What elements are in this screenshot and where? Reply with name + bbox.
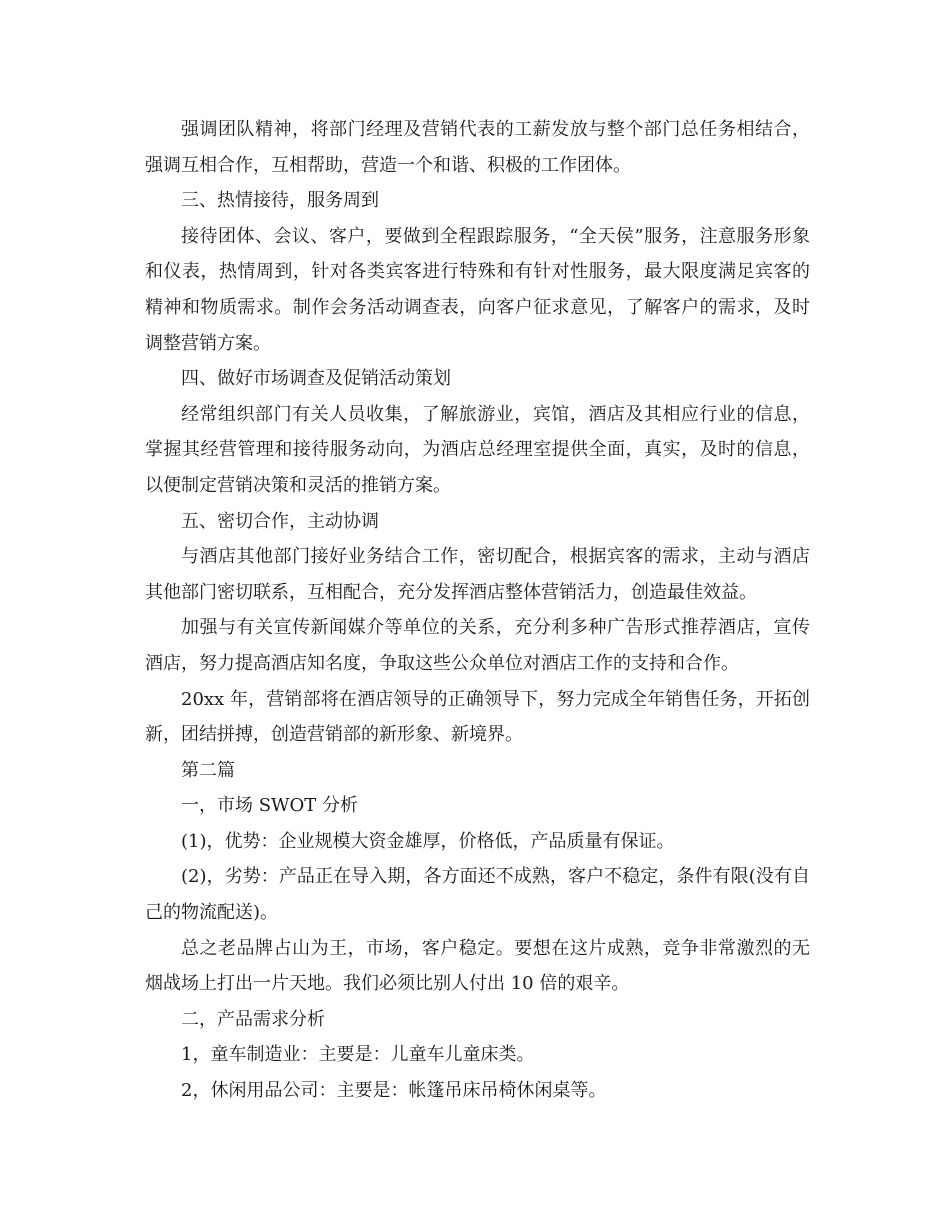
paragraph-team-spirit: 强调团队精神，将部门经理及营销代表的工薪发放与整个部门总任务相结合，强调互相合作，互相帮助，营造一个和谐、积极的工作团体。 xyxy=(145,119,810,176)
heading-cooperation: 五、密切合作，主动协调 xyxy=(181,510,379,532)
paragraph-annual-goal: 20xx 年，营销部将在酒店领导的正确领导下，努力完成全年销售任务，开拓创新，团结拼搏，创造营销部的新形象、新境界。 xyxy=(145,688,810,746)
heading-swot-analysis: 一，市场 SWOT 分析 xyxy=(181,795,359,817)
heading-reception-service: 三、热情接待，服务周到 xyxy=(181,190,379,212)
heading-market-research: 四、做好市场调查及促销活动策划 xyxy=(181,368,451,390)
paragraph-weaknesses: (2)，劣势：产品正在导入期，各方面还不成熟，客户不稳定，条件有限(没有自己的物流配送)。 xyxy=(145,866,810,924)
heading-demand-analysis: 二，产品需求分析 xyxy=(181,1008,325,1030)
paragraph-reception-service: 接待团体、会议、客户，要做到全程跟踪服务，“全天侯”服务，注意服务形象和仪表，热情周到，针对各类宾客进行特殊和有针对性服务，最大限度满足宾客的精神和物质需求。制作会务活动调查表，向客户征求意见，了解客户的需求，及时调整营销方案。 xyxy=(145,225,810,354)
paragraph-leisure-products: 2，休闲用品公司：主要是：帐篷吊床吊椅休闲桌等。 xyxy=(181,1080,607,1102)
paragraph-strengths: (1)，优势：企业规模大资金雄厚，价格低，产品质量有保证。 xyxy=(181,830,675,852)
heading-part-two: 第二篇 xyxy=(181,759,235,781)
paragraph-summary: 总之老品牌占山为王，市场，客户稳定。要想在这片成熟，竞争非常激烈的无烟战场上打出一片天地。我们必须比别人付出 10 倍的艰辛。 xyxy=(145,937,810,995)
paragraph-market-research: 经常组织部门有关人员收集，了解旅游业，宾馆，酒店及其相应行业的信息，掌握其经营管理和接待服务动向，为酒店总经理室提供全面，真实，及时的信息，以便制定营销决策和灵活的推销方案。 xyxy=(145,403,810,496)
paragraph-cooperation: 与酒店其他部门接好业务结合工作，密切配合，根据宾客的需求，主动与酒店其他部门密切联系，互相配合，充分发挥酒店整体营销活力，创造最佳效益。 xyxy=(145,546,810,603)
paragraph-media-relations: 加强与有关宣传新闻媒介等单位的关系，充分利多种广告形式推荐酒店，宣传酒店，努力提高酒店知名度，争取这些公众单位对酒店工作的支持和合作。 xyxy=(145,617,810,674)
paragraph-stroller-industry: 1，童车制造业：主要是：儿童车儿童床类。 xyxy=(181,1044,535,1066)
